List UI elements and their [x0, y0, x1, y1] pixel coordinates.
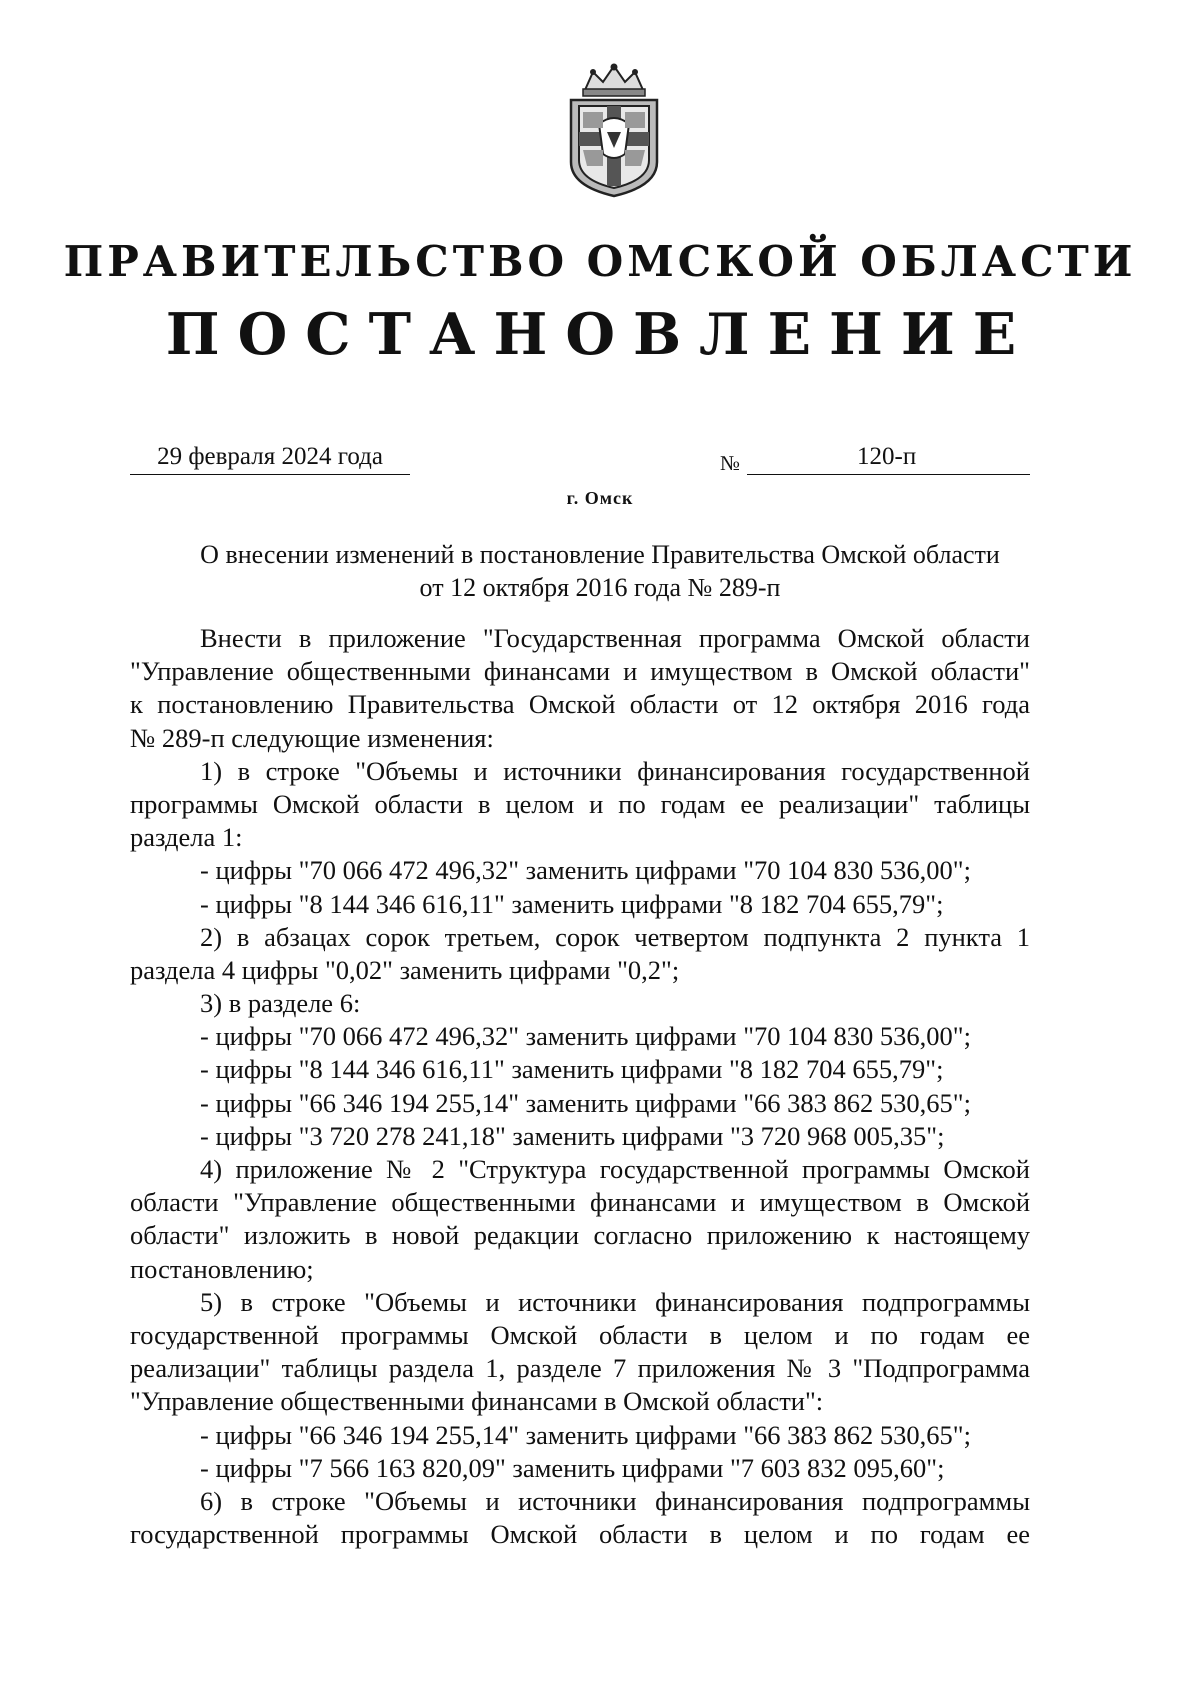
- body-line: - цифры "66 346 194 255,14" заменить цифрами "66 383 862 530,65";: [200, 1419, 971, 1450]
- organization-title: ПРАВИТЕЛЬСТВО ОМСКОЙ ОБЛАСТИ: [63, 237, 1137, 286]
- body-line: № 289-п следующие изменения:: [130, 722, 494, 753]
- body-line: раздела 1:: [130, 822, 243, 853]
- body-line: 5) в строке "Объемы и источники финансирования подпрограммы: [200, 1286, 1030, 1317]
- body-line: 1) в строке "Объемы и источники финансирования государственной: [200, 755, 1030, 786]
- document-subject: [0, 538, 1200, 604]
- body-line: - цифры "7 566 163 820,09" заменить цифрами "7 603 832 095,60";: [200, 1452, 945, 1483]
- body-line: раздела 4 цифры "0,02" заменить цифрами "0,2";: [130, 954, 680, 985]
- number-sign: №: [720, 451, 741, 475]
- body-line: - цифры "3 720 278 241,18" заменить цифрами "3 720 968 005,35";: [200, 1120, 945, 1151]
- body-line: - цифры "70 066 472 496,32" заменить цифрами "70 104 830 536,00";: [200, 855, 971, 886]
- body-line: области "Управление общественными финансами и имуществом в Омской: [130, 1187, 1030, 1218]
- body-line: к постановлению Правительства Омской области от 12 октября 2016 года: [130, 689, 1030, 720]
- body-line: постановлению;: [130, 1253, 314, 1284]
- subject-line: О внесении изменений в постановление Правительства Омской области: [200, 540, 1000, 569]
- body-line: 6) в строке "Объемы и источники финансирования подпрограммы: [200, 1485, 1030, 1516]
- body-line: государственной программы Омской области в целом и по годам ее: [130, 1319, 1030, 1350]
- body-line: программы Омской области в целом и по годам ее реализации" таблицы: [130, 788, 1030, 819]
- body-line: 4) приложение № 2 "Структура государственной программы Омской: [200, 1154, 1030, 1184]
- body-line: 3) в разделе 6:: [200, 988, 361, 1019]
- subject-line: от 12 октября 2016 года № 289-п: [419, 573, 781, 602]
- body-line: "Управление общественными финансами и имуществом в Омской области": [130, 656, 1030, 687]
- body-line: - цифры "8 144 346 616,11" заменить цифрами "8 182 704 655,79";: [200, 888, 944, 919]
- document-number-field: [747, 440, 1030, 475]
- document-number: 120-п: [857, 443, 917, 470]
- body-line: Внести в приложение "Государственная программа Омской области: [200, 623, 1030, 653]
- body-line: - цифры "70 066 472 496,32" заменить цифрами "70 104 830 536,00";: [200, 1021, 971, 1052]
- document-body: [130, 622, 1030, 1551]
- body-line: - цифры "66 346 194 255,14" заменить цифрами "66 383 862 530,65";: [200, 1087, 971, 1118]
- document-date: 29 февраля 2024 года: [130, 440, 410, 475]
- body-line: - цифры "8 144 346 616,11" заменить цифрами "8 182 704 655,79";: [200, 1054, 944, 1085]
- document-type-title: ПОСТАНОВЛЕНИЕ: [165, 301, 1035, 368]
- body-line: области" изложить в новой редакции согласно приложению к настоящему: [130, 1220, 1030, 1251]
- city: г. Омск: [566, 488, 634, 508]
- body-line: 2) в абзацах сорок третьем, сорок четвертом подпункта 2 пункта 1: [200, 921, 1030, 952]
- body-line: государственной программы Омской области в целом и по годам ее: [130, 1519, 1030, 1550]
- body-line: "Управление общественными финансами в Омской области":: [130, 1386, 824, 1417]
- body-line: реализации" таблицы раздела 1, разделе 7 приложения № 3 "Подпрограмма: [130, 1353, 1030, 1384]
- coat-of-arms-icon: [563, 62, 665, 198]
